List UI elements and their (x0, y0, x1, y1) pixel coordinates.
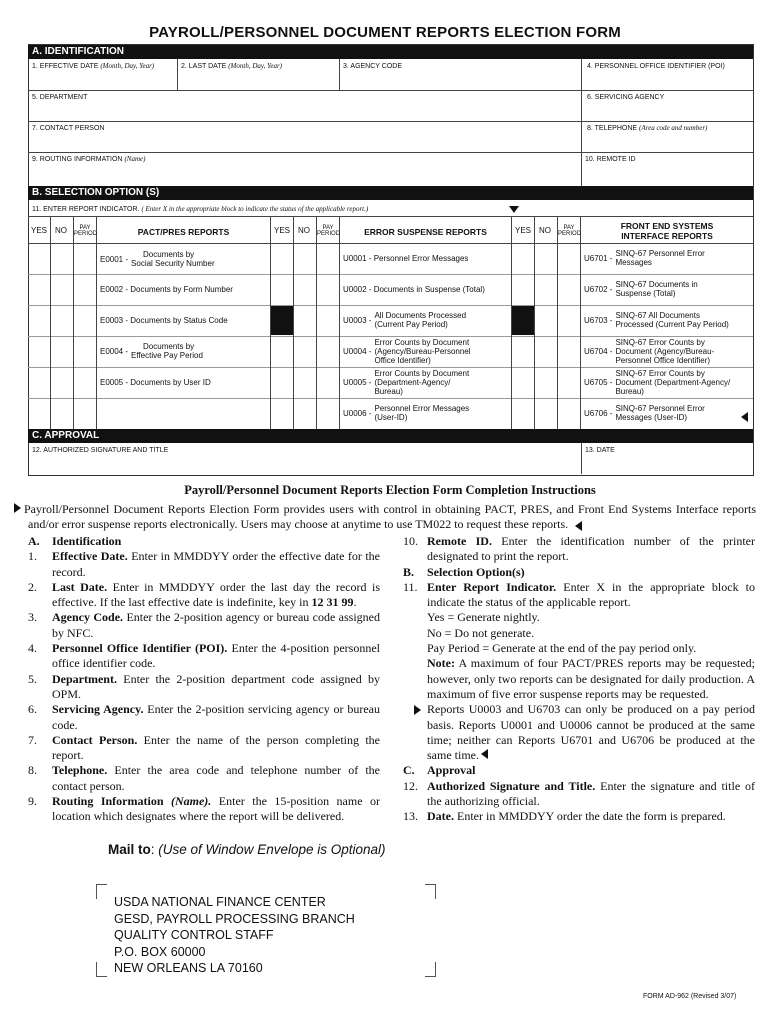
yes-header-1: YES (31, 226, 48, 235)
pay-period-checkbox-u6705[interactable] (558, 368, 579, 398)
no-checkbox-u6704[interactable] (535, 337, 556, 367)
no-header-2: NO (298, 226, 310, 235)
yes-checkbox-u6702[interactable] (512, 275, 533, 305)
no-checkbox-u6703[interactable] (535, 306, 556, 336)
instructions-right-column: 10. Remote ID. Enter the identification number of the printer designated to print the report. B. Selection Option(s) 11. Enter Report Indicator. Enter X in the appropriate block to indicate the status of the applicable report. Yes = Generate nightly. No = Do not generate. Pay Period = Generate at the end of the pay period only. Note: A maximum of four PACT/PRES reports may be requested; however, only two reports can be designated for daily production. A maximum of five error suspense reports may be requested. Reports U0003 and U6703 can only be produced on a pay period basis. Reports U0001 and U0006 cannot be produced at the same time; neither can Reports U6701 and U6706 be produced at the same time. C. Approval 12. Authorized Signature and Title. Enter the signature and title of the authorizing official. 13. Date. Enter in MMDDYY order the date the form is prepared. (403, 534, 756, 824)
effective-date-field[interactable]: 1. EFFECTIVE DATE (Month, Day, Year) (32, 62, 155, 70)
section-c-header: C. APPROVAL (28, 429, 753, 443)
yes-header-2: YES (274, 226, 291, 235)
no-checkbox-u0003[interactable] (294, 306, 315, 336)
mailing-address (114, 894, 355, 977)
report-indicator-label: 11. ENTER REPORT INDICATOR. ( Enter X in the appropriate block to indicate the status of the applicable report.) (32, 205, 369, 213)
yes-checkbox-e0003[interactable] (29, 306, 50, 336)
yes-header-3: YES (515, 226, 532, 235)
envelope-corner-bl (96, 962, 107, 977)
last-date-field[interactable]: 2. LAST DATE (Month, Day, Year) (181, 62, 283, 70)
envelope-corner-tl (96, 884, 107, 899)
pay-period-checkbox-u0003[interactable] (317, 306, 338, 336)
no-checkbox-u0005[interactable] (294, 368, 315, 398)
yes-checkbox-u6706[interactable] (512, 399, 533, 429)
pay-period-checkbox-u6702[interactable] (558, 275, 579, 305)
pay-period-checkbox-blank-row[interactable] (74, 399, 95, 429)
arrow-right-icon (14, 503, 21, 513)
pay-period-checkbox-u0006[interactable] (317, 399, 338, 429)
arrow-left-icon (741, 412, 748, 422)
envelope-corner-br (425, 962, 436, 977)
yes-checkbox-u6701[interactable] (512, 244, 533, 274)
instructions-left-column: A. Identification 1. Effective Date. Enter in MMDDYY order the effective date for the record. 2. Last Date. Enter in MMDDYY order the last day the record is effective. If the last effective date is indefinite, key in 12 31 99. 3. Agency Code. Enter the 2-position agency or bureau code assigned by NFC. 4. Personnel Office Identifier (POI). Enter the 4-position personnel office identifier code. 5. Department. Enter the 2-position department code assigned by OPM. 6. Servicing Agency. Enter the 2-position servicing agency or bureau code. 7. Contact Person. Enter the name of the person completing the report. 8. Telephone. Enter the area code and telephone number of the contact person. 9. Routing Information (Name). Enter the 15-position name or location which designates where the report will be delivered. (28, 534, 381, 824)
no-checkbox-e0005[interactable] (51, 368, 72, 398)
pay-period-checkbox-u6703[interactable] (558, 306, 579, 336)
yes-checkbox-blank-row[interactable] (29, 399, 50, 429)
address-line: P.O. BOX 60000 (114, 944, 206, 959)
report-e0003: E0003 - Documents by Status Code (100, 316, 228, 325)
form-title: PAYROLL/PERSONNEL DOCUMENT REPORTS ELECTION FORM (149, 24, 621, 41)
pay-period-checkbox-u0005[interactable] (317, 368, 338, 398)
pay-period-header-3: PAY PERIOD (558, 225, 582, 237)
no-checkbox-u0001[interactable] (294, 244, 315, 274)
form-number: FORM AD-962 (Revised 3/07) (643, 993, 737, 1000)
authorized-signature-field[interactable]: 12. AUTHORIZED SIGNATURE AND TITLE (32, 447, 169, 454)
report-u0002: U0002 - Documents in Suspense (Total) (343, 285, 485, 294)
arrow-right-icon (414, 705, 421, 715)
yes-checkbox-e0005[interactable] (29, 368, 50, 398)
no-checkbox-e0004[interactable] (51, 337, 72, 367)
report-u0004: U0004 - Error Counts by Document (Agency/Bureau-Personnel Office Identifier) (343, 338, 471, 365)
department-field[interactable]: 5. DEPARTMENT (32, 94, 88, 101)
yes-checkbox-u0004[interactable] (271, 337, 292, 367)
yes-checkbox-e0001[interactable] (29, 244, 50, 274)
no-header-3: NO (539, 226, 551, 235)
instructions-title: Payroll/Personnel Document Reports Election Form Completion Instructions (184, 483, 596, 497)
yes-checkbox-u0006[interactable] (271, 399, 292, 429)
no-checkbox-u6705[interactable] (535, 368, 556, 398)
report-u6702: U6702 - SINQ-67 Documents in Suspense (Total) (584, 280, 698, 298)
date-field[interactable]: 13. DATE (585, 447, 615, 454)
address-line: USDA NATIONAL FINANCE CENTER (114, 895, 326, 909)
pay-period-checkbox-u0004[interactable] (317, 337, 338, 367)
arrow-down-icon (509, 206, 519, 213)
mail-to-label: Mail to: (Use of Window Envelope is Optional) (108, 842, 386, 857)
report-u0005: U0005 - Error Counts by Document (Department-Agency/ Bureau) (343, 369, 470, 396)
pay-period-checkbox-u6701[interactable] (558, 244, 579, 274)
address-line: GESD, PAYROLL PROCESSING BRANCH (114, 911, 355, 926)
servicing-agency-field[interactable]: 6. SERVICING AGENCY (587, 94, 665, 101)
pay-period-checkbox-e0002[interactable] (74, 275, 95, 305)
agency-code-field[interactable]: 3. AGENCY CODE (343, 63, 403, 70)
routing-information-field[interactable]: 9. ROUTING INFORMATION (Name) (32, 155, 146, 163)
yes-checkbox-u6703[interactable] (512, 306, 533, 336)
pay-period-checkbox-e0001[interactable] (74, 244, 95, 274)
report-e0005: E0005 - Documents by User ID (100, 378, 211, 387)
pay-period-header-2: PAY PERIOD (317, 225, 341, 237)
error-suspense-header: ERROR SUSPENSE REPORTS (364, 227, 487, 237)
no-checkbox-u6701[interactable] (535, 244, 556, 274)
no-checkbox-u6706[interactable] (535, 399, 556, 429)
address-line: NEW ORLEANS LA 70160 (114, 961, 263, 975)
pay-period-checkbox-e0003[interactable] (74, 306, 95, 336)
report-u6701: U6701 - SINQ-67 Personnel Error Messages (584, 249, 705, 267)
report-u0001: U0001 - Personnel Error Messages (343, 254, 469, 263)
yes-checkbox-u0002[interactable] (271, 275, 292, 305)
yes-checkbox-u0005[interactable] (271, 368, 292, 398)
report-u6703: U6703 - SINQ-67 All Documents Processed (Current Pay Period) (584, 311, 729, 329)
no-checkbox-u6702[interactable] (535, 275, 556, 305)
section-a-header: A. IDENTIFICATION (28, 45, 753, 59)
no-checkbox-u0004[interactable] (294, 337, 315, 367)
instructions-intro: Payroll/Personnel Document Reports Election Form provides users with control in obtaining PACT, PRES, and Front End Systems Interface reports and/or error suspense reports electronically. Users may choose at anytime to use TM022 to request these reports. (28, 502, 756, 533)
telephone-field[interactable]: 8. TELEPHONE (Area code and number) (587, 124, 708, 132)
no-checkbox-e0002[interactable] (51, 275, 72, 305)
yes-checkbox-e0002[interactable] (29, 275, 50, 305)
yes-checkbox-u0003[interactable] (271, 306, 292, 336)
no-checkbox-e0001[interactable] (51, 244, 72, 274)
no-checkbox-e0003[interactable] (51, 306, 72, 336)
no-checkbox-u0002[interactable] (294, 275, 315, 305)
no-header-1: NO (55, 226, 67, 235)
report-e0002: E0002 - Documents by Form Number (100, 285, 233, 294)
pay-period-checkbox-u6706[interactable] (558, 399, 579, 429)
pay-period-checkbox-u6704[interactable] (558, 337, 579, 367)
no-checkbox-u0006[interactable] (294, 399, 315, 429)
address-line: QUALITY CONTROL STAFF (114, 928, 274, 942)
yes-checkbox-u6705[interactable] (512, 368, 533, 398)
remote-id-field[interactable]: 10. REMOTE ID (585, 156, 636, 163)
yes-checkbox-u6704[interactable] (512, 337, 533, 367)
pay-period-header-1: PAY PERIOD (74, 225, 98, 237)
report-u0003: U0003 - All Documents Processed (Current Pay Period) (343, 311, 467, 329)
yes-checkbox-e0004[interactable] (29, 337, 50, 367)
pay-period-checkbox-e0004[interactable] (74, 337, 95, 367)
arrow-left-icon (575, 521, 582, 531)
arrow-left-icon (481, 749, 488, 759)
report-e0001: E0001 - Documents by Social Security Number (100, 250, 215, 268)
report-u6704: U6704 - SINQ-67 Error Counts by Document (Agency/Bureau- Personnel Office Identifier) (584, 338, 715, 365)
pact-pres-header: PACT/PRES REPORTS (137, 227, 230, 237)
contact-person-field[interactable]: 7. CONTACT PERSON (32, 125, 105, 132)
report-u0006: U0006 - Personnel Error Messages (User-ID) (343, 404, 470, 422)
report-u6705: U6705 - SINQ-67 Error Counts by Document (Department-Agency/ Bureau) (584, 369, 731, 396)
no-checkbox-blank-row[interactable] (51, 399, 72, 429)
front-end-header: FRONT END SYSTEMS INTERFACE REPORTS (620, 221, 714, 241)
yes-checkbox-u0001[interactable] (271, 244, 292, 274)
section-b-header: B. SELECTION OPTION (S) (28, 186, 753, 200)
envelope-corner-tr (425, 884, 436, 899)
poi-field[interactable]: 4. PERSONNEL OFFICE IDENTIFIER (POI) (587, 63, 725, 70)
pay-period-checkbox-u0001[interactable] (317, 244, 338, 274)
report-e0004: E0004 - Documents by Effective Pay Period (100, 342, 203, 360)
pay-period-checkbox-e0005[interactable] (74, 368, 95, 398)
pay-period-checkbox-u0002[interactable] (317, 275, 338, 305)
report-u6706: U6706 - SINQ-67 Personnel Error Messages (User-ID) (584, 404, 705, 422)
